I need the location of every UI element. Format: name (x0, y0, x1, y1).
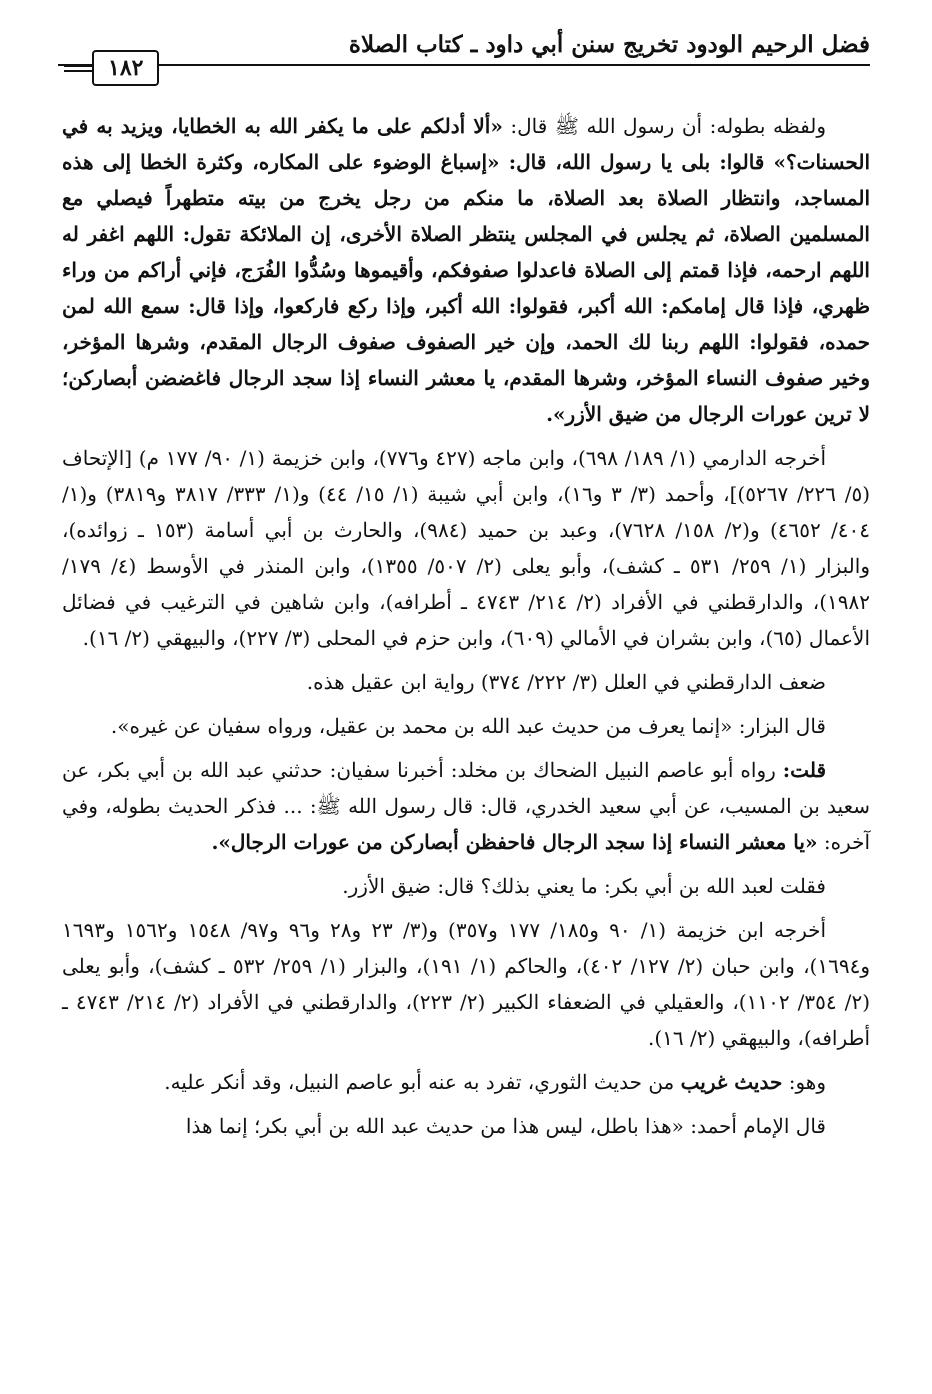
badge-ornament-lines (64, 65, 92, 72)
page-header (58, 28, 870, 90)
page-number-badge (58, 50, 159, 86)
paragraph-bazzar: قال البزار: «إنما يعرف من حديث عبد الله بن محمد بن عقيل، ورواه سفيان عن غيره». (110, 714, 826, 738)
paragraph-grading (62, 1064, 870, 1100)
grading-text: من حديث الثوري، تفرد به عنه أبو عاصم النبيل، وقد أنكر عليه. (164, 1070, 681, 1094)
page-number: ١٨٢ (92, 50, 159, 86)
paragraph-abdullah: فقلت لعبد الله بن أبي بكر: ما يعني بذلك؟ قال: ضيق الأزر. (342, 874, 826, 898)
paragraph-qultu (62, 752, 870, 860)
grading-label: حديث غريب (680, 1070, 783, 1094)
qultu-text: رواه أبو عاصم النبيل الضحاك بن مخلد: أخبرنا سفيان: حدثني عبد الله بن أبي بكر، عن سعيد بن المسيب، عن أبي سعيد الخدري، قال: قال رسول الله ﷺ: ... فذكر الحديث بطوله، وفي آخره: (62, 758, 870, 854)
running-title: فضل الرحيم الودود تخريج سنن أبي داود ـ كتاب الصلاة (348, 31, 870, 58)
paragraph-takhrij-1: أخرجه الدارمي (١/ ١٨٩/ ٦٩٨)، وابن ماجه (٤٢٧ و٧٧٦)، وابن خزيمة (١/ ٩٠/ ١٧٧ م) [الإتحاف (٥/ ٢٢٦/ ٥٢٦٧)]، وأحمد (٣/ ٣ و١٦)، وابن أبي شيبة (١/ ١٥/ ٤٤) و(١/ ٣٣٣/ ٣٨١٧ و٣٨١٩) و(١/ ٤٠٤/ ٤٦٥٢) و(٢/ ١٥٨/ ٧٦٢٨)، وعبد بن حميد (٩٨٤)، والحارث بن أبي أسامة (١٥٣ ـ زوائده)، والبزار (١/ ٢٥٩/ ٥٣١ ـ كشف)، وأبو يعلى (٢/ ٥٠٧/ ١٣٥٥)، وابن المنذر في الأوسط (٤/ ١٧٩/ ١٩٨٢)، والدارقطني في الأفراد (٢/ ٢١٤/ ٤٧٤٣ ـ أطرافه)، وابن شاهين في الترغيب في فضائل الأعمال (٦٥)، وابن بشران في الأمالي (٦٠٩)، وابن حزم في المحلى (٣/ ٢٢٧)، والبيهقي (٢/ ١٦). (62, 446, 871, 650)
paragraph-daraqutni: ضعف الدارقطني في العلل (٣/ ٢٢٢/ ٣٧٤) رواية ابن عقيل هذه. (306, 670, 826, 694)
grading-intro: وهو: (782, 1070, 826, 1094)
qultu-label: قلت: (782, 758, 826, 782)
qultu-quote: «يا معشر النساء إذا سجد الرجال فاحفظن أبصاركن من عورات الرجال». (211, 830, 818, 854)
header-rule (58, 64, 870, 66)
paragraph-intro: ولفظه بطوله: أن رسول الله ﷺ قال: (502, 114, 826, 138)
paragraph-hadith-text (62, 108, 870, 432)
page-body (62, 108, 870, 1152)
paragraph-ahmad: قال الإمام أحمد: «هذا باطل، ليس هذا من حديث عبد الله بن أبي بكر؛ إنما هذا (185, 1114, 826, 1138)
hadith-quote: «ألا أدلكم على ما يكفر الله به الخطايا، ويزيد به في الحسنات؟» قالوا: بلى يا رسول الله، قال: «إسباغ الوضوء على المكاره، وكثرة الخطا إلى هذه المساجد، وانتظار الصلاة بعد الصلاة، ما منكم من رجل يخرج من بيته متطهراً فيصلي مع المسلمين الصلاة، ثم يجلس في المجلس ينتظر الصلاة الأخرى، إن الملائكة تقول: اللهم اغفر له اللهم ارحمه، فإذا قمتم إلى الصلاة فاعدلوا صفوفكم، وأقيموها وسُدُّوا الفُرَج، فإني أراكم من وراء ظهري، فإذا قال إمامكم: الله أكبر، فقولوا: الله أكبر، وإذا ركع فاركعوا، وإذا قال: سمع الله لمن حمده، فقولوا: اللهم ربنا لك الحمد، وإن خير الصفوف صفوف الرجال المقدم، وشرها المؤخر، وخير صفوف النساء المؤخر، وشرها المقدم، يا معشر النساء إذا سجد الرجال فاغضضن أبصاركن؛ لا ترين عورات الرجال من ضيق الأزر». (62, 114, 870, 426)
paragraph-takhrij-2: أخرجه ابن خزيمة (١/ ٩٠ و١٨٥/ ١٧٧ و٣٥٧) و(٣/ ٢٣ و٢٨ و٩٦ و٩٧/ ١٥٤٨ و١٥٦٢ و١٦٩٣ و١٦٩٤)، وابن حبان (٢/ ١٢٧/ ٤٠٢)، والحاكم (١/ ١٩١)، والبزار (١/ ٢٥٩/ ٥٣٢ ـ كشف)، وأبو يعلى (٢/ ٣٥٤/ ١١٠٢)، والعقيلي في الضعفاء الكبير (٢/ ٢٢٣)، والدارقطني في الأفراد (٢/ ٢١٤/ ٤٧٤٣ ـ أطرافه)، والبيهقي (٢/ ١٦). (62, 918, 870, 1050)
